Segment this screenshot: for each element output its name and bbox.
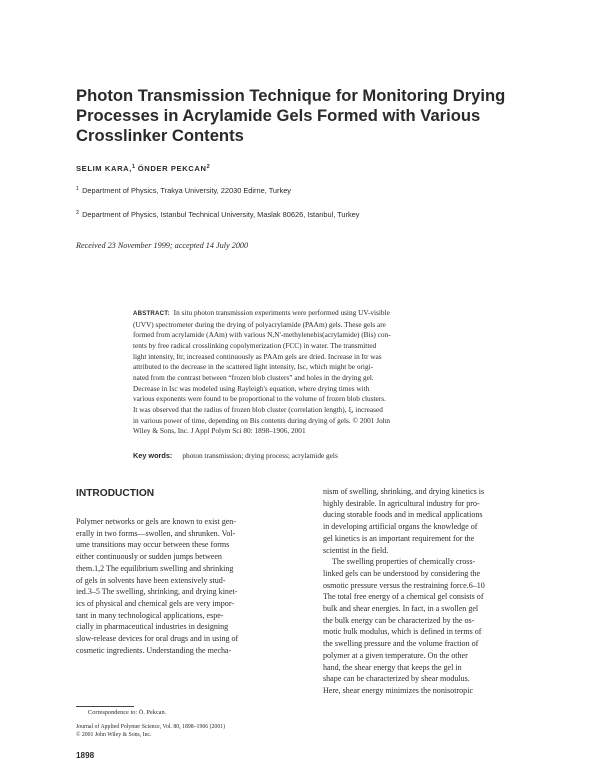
journal-citation: Journal of Applied Polymer Science, Vol. 80, 1898–1906 (2001) [76, 724, 226, 730]
author-affil-marker: 2 [206, 164, 210, 170]
affiliation-marker: 2 [76, 210, 80, 216]
copyright-note: © 2001 John Wiley & Sons, Inc. [76, 732, 152, 738]
body-line: in developing artificial organs the knowledge of [323, 522, 478, 532]
body-line: hand, the shear energy that keeps the gel in [323, 662, 462, 672]
abstract-line: formed from acrylamide (AAm) with various N,N'-methylenebis(acrylamide) (Bis) con- [133, 330, 391, 340]
affiliation-text: Department of Physics, Trakya University, 22030 Edirne, Turkey [82, 186, 292, 195]
body-line: the swelling pressure and the volume fraction of [323, 639, 479, 649]
page-number: 1898 [76, 751, 95, 760]
body-line: cosmetic ingredients. Understanding the mecha- [76, 645, 232, 655]
body-line: the bulk energy can be characterized by the os- [323, 615, 475, 625]
abstract [133, 308, 547, 437]
body-line: ied.3–5 The swelling, shrinking, and drying kinet- [76, 587, 238, 597]
abstract-line: It was observed that the radius of frozen blob cluster (correlation length), ξ, increased [133, 404, 383, 414]
author-name: ÖNDER PEKCAN [137, 164, 207, 173]
abstract-line: (UVV) spectrometer during the drying of polyacrylamide (PAAm) gels. These gels are [133, 319, 386, 329]
correspondence-note: Correspondence to: Ö. Pekcan. [88, 709, 167, 716]
body-line: erally in two forms—swollen, and shrunken. Vol- [76, 528, 236, 538]
body-column-right [323, 486, 547, 697]
abstract-line: tents by free radical crosslinking copolymerization (FCC) in water. The transmitted [133, 340, 377, 350]
body-line: tant in many technological applications, espe- [76, 610, 224, 620]
body-line: slow-release devices for oral drugs and in using of [76, 634, 239, 644]
body-line: either continuously or sudden jumps between [76, 552, 222, 562]
received-date: Received 23 November 1999; accepted 14 July 2000 [76, 241, 249, 250]
abstract-line: attributed to the decrease in the scattered light intensity, Isc, which might be origi- [133, 362, 374, 372]
affiliation-text: Department of Physics, Istanbul Technical University, Maslak 80626, Istanbul, Turkey [82, 210, 360, 219]
author-list [76, 164, 210, 173]
body-line: The total free energy of a chemical gel consists of [323, 592, 484, 602]
keywords-label: Key words: [133, 451, 173, 460]
title-line: Crosslinker Contents [76, 126, 244, 145]
affiliation [76, 186, 291, 195]
body-line: The swelling properties of chemically cross- [332, 557, 476, 567]
section-heading: INTRODUCTION [76, 488, 155, 499]
abstract-line: Wiley & Sons, Inc. J Appl Polym Sci 80: 1898–1906, 2001 [133, 426, 306, 436]
paper-title [76, 86, 546, 146]
abstract-line-text: In situ photon transmission experiments were performed using UV-visible [173, 308, 390, 317]
body-line: shape can be characterized by shear modulus. [323, 674, 470, 684]
body-line: gel kinetics is an important requirement for the [323, 533, 475, 543]
body-line: scientist in the field. [323, 545, 389, 555]
body-line: highly desirable. In agricultural industry for pro- [323, 498, 480, 508]
abstract-line: light intensity, Itr, increased continuously as PAAm gels are dried. Increase in Itr was [133, 351, 382, 361]
body-line: of gels in solvents have been extensively stud- [76, 575, 226, 585]
abstract-label: ABSTRACT: [133, 310, 170, 317]
affiliation [76, 210, 359, 219]
body-line: ducing storable foods and in medical applications [323, 510, 483, 520]
body-line: them.1,2 The equilibrium swelling and shrinking [76, 563, 234, 573]
abstract-line: nated from the contrast between “frozen blob clusters” and holes in the drying gel. [133, 372, 374, 382]
author-name: SELIM KARA, [76, 164, 132, 173]
body-line: ics of physical and chemical gels are very impor- [76, 598, 235, 608]
abstract-line: Decrease in Isc was modeled using Rayleigh's equation, where drying times with [133, 383, 370, 393]
footnote-divider [76, 706, 134, 707]
abstract-line [133, 308, 547, 320]
title-line: Processes in Acrylamide Gels Formed with Various [76, 106, 481, 125]
body-line: nism of swelling, shrinking, and drying kinetics is [323, 487, 485, 496]
body-line: osmotic pressure versus the restraining force.6–10 [323, 580, 485, 590]
keywords-text: photon transmission; drying process; acrylamide gels [182, 451, 338, 460]
keywords [133, 451, 338, 460]
body-line: cially in pharmaceutical industries in designing [76, 622, 229, 632]
affiliation-marker: 1 [76, 186, 80, 192]
body-line: Here, shear energy minimizes the nonisotropic [323, 685, 474, 695]
abstract-line: various exponents were found to be proportional to the volume of frozen blob clusters. [133, 394, 386, 404]
body-line: ume transitions may occur between these forms [76, 540, 230, 550]
body-line: linked gels can be understood by considering the [323, 568, 481, 578]
body-line: polymer at a given temperature. On the other [323, 650, 468, 660]
abstract-line: in various power of time, depending on Bis contents during drying of gels. © 2001 John [133, 415, 391, 425]
author-affil-marker: 1 [131, 164, 136, 170]
body-line: Polymer networks or gels are known to exist gen- [76, 517, 237, 526]
body-line: bulk and shear energies. In fact, in a swollen gel [323, 604, 479, 614]
title-line: Photon Transmission Technique for Monitoring Drying [76, 86, 506, 105]
body-line: motic bulk modulus, which is defined in terms of [323, 627, 482, 637]
body-column-left [76, 516, 300, 656]
